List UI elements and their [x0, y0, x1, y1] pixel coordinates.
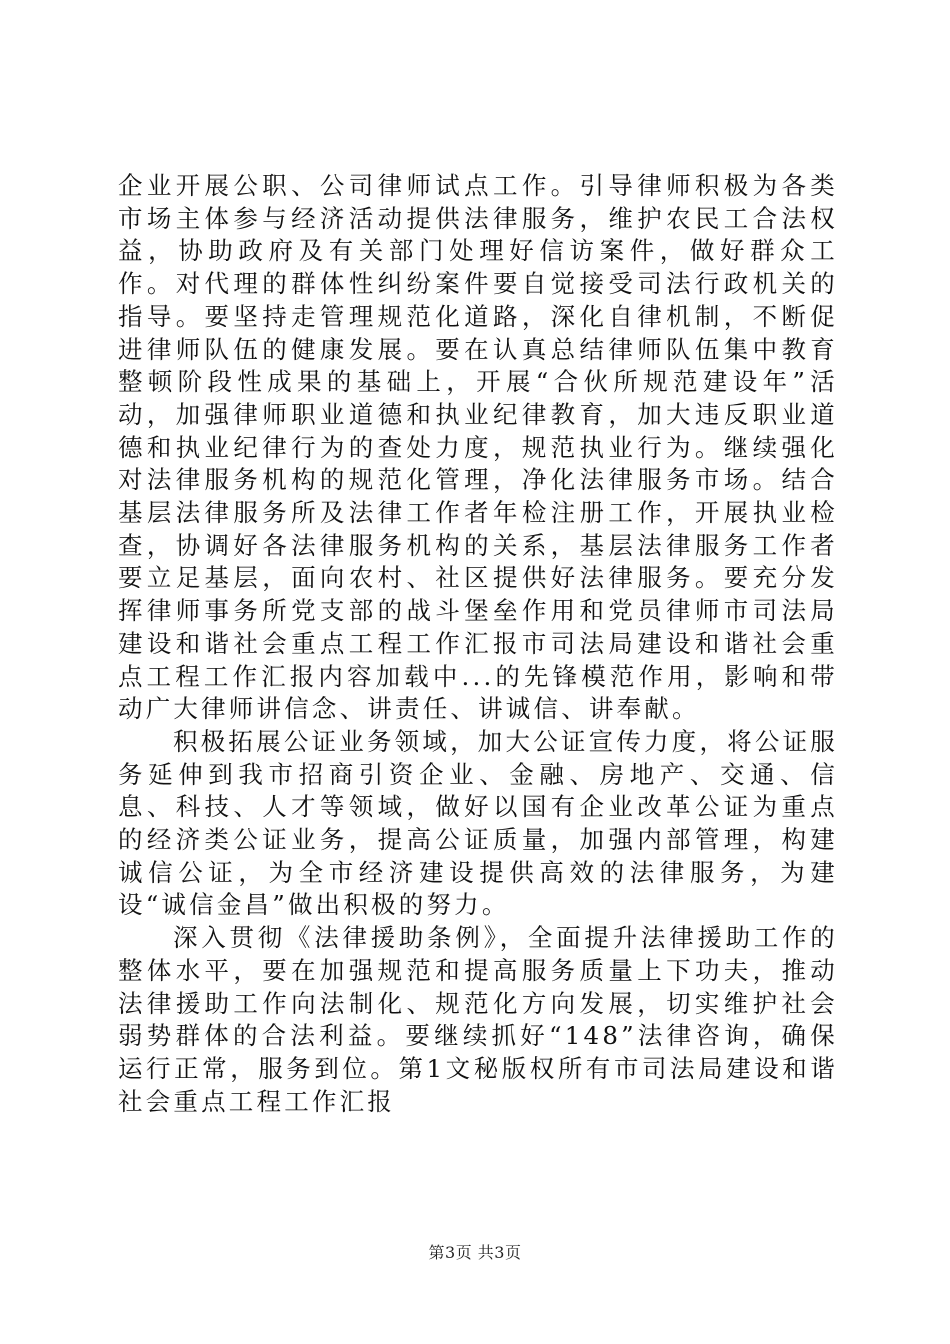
- page-number-footer: 第3页 共3页: [428, 1243, 522, 1262]
- paragraph-notary-work: 积极拓展公证业务领域，加大公证宣传力度，将公证服务延伸到我市招商引资企业、金融、房地产、交通、信息、科技、人才等领域，做好以国有企业改革公证为重点的经济类公证业务，提高公证质量，加强内部管理，构建诚信公证，为全市经济建设提供高效的法律服务，为建设“诚信金昌”做出积极的努力。: [118, 726, 838, 920]
- paragraph-legal-aid: 深入贯彻《法律援助条例》，全面提升法律援助工作的整体水平，要在加强规范和提高服务质量上下功夫，推动法律援助工作向法制化、规范化方向发展，切实维护社会弱势群体的合法利益。要继续抓好“148”法律咨询，确保运行正常，服务到位。第1文秘版权所有市司法局建设和谐社会重点工程工作汇报: [118, 923, 838, 1116]
- document-body: [118, 170, 838, 1118]
- paragraph-lawyer-work: 企业开展公职、公司律师试点工作。引导律师积极为各类市场主体参与经济活动提供法律服务，维护农民工合法权益，协助政府及有关部门处理好信访案件，做好群众工作。对代理的群体性纠纷案件要自觉接受司法行政机关的指导。要坚持走管理规范化道路，深化自律机制，不断促进律师队伍的健康发展。要在认真总结律师队伍集中教育整顿阶段性成果的基础上，开展“合伙所规范建设年”活动，加强律师职业道德和执业纪律教育，加大违反职业道德和执业纪律行为的查处力度，规范执业行为。继续强化对法律服务机构的规范化管理，净化法律服务市场。结合基层法律服务所及法律工作者年检注册工作，开展执业检查，协调好各法律服务机构的关系，基层法律服务工作者要立足基层，面向农村、社区提供好法律服务。要充分发挥律师事务所党支部的战斗堡垒作用和党员律师市司法局建设和谐社会重点工程工作汇报市司法局建设和谐社会重点工程工作汇报内容加载中...的先锋模范作用，影响和带动广大律师讲信念、讲责任、讲诚信、讲奉献。: [118, 171, 838, 724]
